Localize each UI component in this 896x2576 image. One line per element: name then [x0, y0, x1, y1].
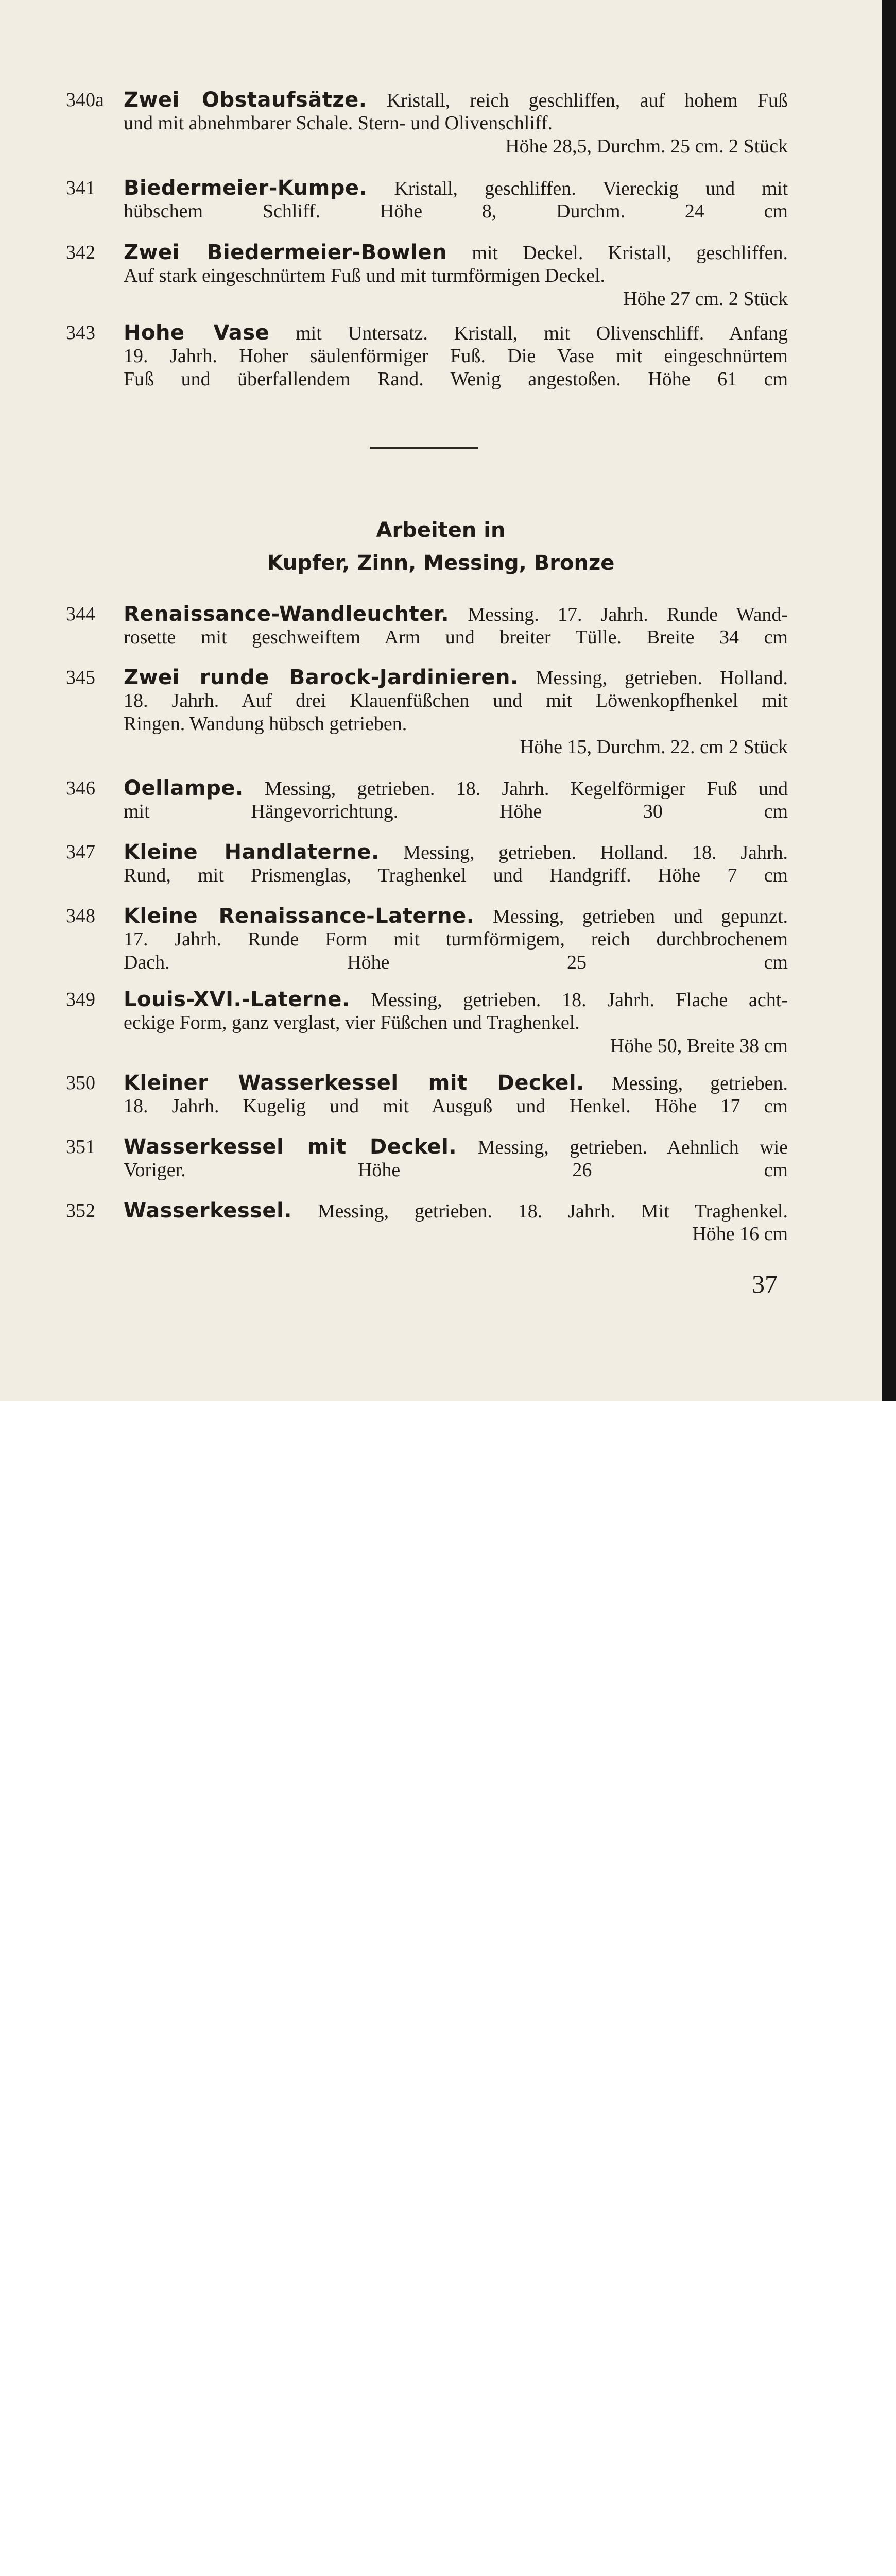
entry-title: Louis-XVI.-Laterne.	[124, 988, 350, 1011]
entry-text: Messing, getrieben. 18. Jahrh. Flache acht-	[371, 989, 788, 1011]
entry-line: eckige Form, ganz verglast, vier Füßchen und Traghenkel.	[124, 1012, 580, 1033]
entry-line: Fuß und überfallendem Rand. Wenig angestoßen. Höhe 61 cm	[124, 368, 788, 390]
entry-title: Zwei Biedermeier-Bowlen	[124, 241, 447, 264]
entry-title: Biedermeier-Kumpe.	[124, 176, 368, 200]
section-heading-line-1: Arbeiten in	[376, 518, 506, 542]
entry-line	[124, 1199, 788, 1223]
entry-text: mit Untersatz. Kristall, mit Olivenschliff. Anfang	[296, 323, 788, 344]
entry-number: 343	[66, 322, 95, 344]
section-divider	[370, 447, 478, 449]
entry-text: Kristall, reich geschliffen, auf hohem Fuß	[386, 90, 788, 111]
entry-number: 345	[66, 667, 95, 688]
entry-number: 342	[66, 242, 95, 263]
entry-text: Messing, getrieben. 18. Jahrh. Kegelförmiger Fuß und	[264, 778, 788, 800]
entry-text: Messing, getrieben. Holland. 18. Jahrh.	[403, 842, 788, 863]
entry-line: Höhe 27 cm. 2 Stück	[623, 288, 788, 310]
entry-line: Höhe 50, Breite 38 cm	[610, 1035, 788, 1057]
entry-line	[124, 89, 788, 112]
entry-line	[124, 603, 788, 626]
entry-line: rosette mit geschweiftem Arm und breiter Tülle. Breite 34 cm	[124, 626, 788, 648]
entry-title: Hohe Vase	[124, 321, 270, 345]
entry-text: Messing, getrieben.	[611, 1073, 788, 1094]
entry-line	[124, 666, 788, 689]
entry-line	[124, 241, 788, 264]
entry-line: Dach. Höhe 25 cm	[124, 952, 788, 973]
entry-text: Messing, getrieben und gepunzt.	[493, 906, 788, 927]
entry-line	[124, 1072, 788, 1095]
entry-title: Wasserkessel mit Deckel.	[124, 1135, 457, 1159]
entry-line	[124, 841, 788, 864]
entry-number: 352	[66, 1200, 95, 1222]
entry-title: Zwei Obstaufsätze.	[124, 88, 367, 112]
entry-line	[124, 321, 788, 345]
entry-number: 340a	[66, 89, 104, 111]
section-heading-line-2: Kupfer, Zinn, Messing, Bronze	[267, 551, 615, 575]
entry-number: 344	[66, 603, 95, 625]
scan-gutter	[882, 0, 896, 1401]
entry-number: 348	[66, 905, 95, 927]
entry-line	[124, 777, 788, 800]
entry-text: Messing, getrieben. Holland.	[536, 667, 788, 689]
entry-number: 351	[66, 1136, 95, 1158]
entry-line: 19. Jahrh. Hoher säulenförmiger Fuß. Die Vase mit eingeschnürtem	[124, 345, 788, 367]
entry-title: Zwei runde Barock-Jardinieren.	[124, 666, 519, 689]
entry-title: Oellampe.	[124, 776, 244, 800]
entry-line: 17. Jahrh. Runde Form mit turmförmigem, reich durchbrochenem	[124, 928, 788, 950]
entry-number: 349	[66, 989, 95, 1010]
entry-line: Höhe 16 cm	[692, 1223, 788, 1245]
entry-number: 346	[66, 777, 95, 799]
entry-line	[124, 988, 788, 1011]
entry-line	[124, 1136, 788, 1159]
entry-text: Kristall, geschliffen. Viereckig und mit	[394, 178, 788, 199]
entry-number: 341	[66, 177, 95, 199]
entry-text: Messing, getrieben. Aehnlich wie	[477, 1137, 788, 1158]
entry-line	[124, 905, 788, 928]
entry-line: Voriger. Höhe 26 cm	[124, 1159, 788, 1181]
entry-line: mit Hängevorrichtung. Höhe 30 cm	[124, 801, 788, 822]
entry-line: Auf stark eingeschnürtem Fuß und mit turmförmigen Deckel.	[124, 265, 606, 286]
entry-line: und mit abnehmbarer Schale. Stern- und Olivenschliff.	[124, 112, 553, 134]
entry-line: Rund, mit Prismenglas, Traghenkel und Handgriff. Höhe 7 cm	[124, 865, 788, 886]
page-number: 37	[752, 1269, 778, 1298]
entry-text: Messing, getrieben. 18. Jahrh. Mit Traghenkel.	[317, 1200, 788, 1222]
entry-text: Messing. 17. Jahrh. Runde Wand-	[468, 604, 788, 625]
entry-line: 18. Jahrh. Auf drei Klauenfüßchen und mit Löwenkopfhenkel mit	[124, 690, 788, 711]
entry-title: Wasserkessel.	[124, 1199, 292, 1223]
entry-text: mit Deckel. Kristall, geschliffen.	[472, 242, 788, 264]
entry-title: Renaissance-Wandleuchter.	[124, 602, 450, 626]
entry-line: hübschem Schliff. Höhe 8, Durchm. 24 cm	[124, 200, 788, 222]
entry-line: 18. Jahrh. Kugelig und mit Ausguß und Henkel. Höhe 17 cm	[124, 1095, 788, 1117]
entry-line: Höhe 15, Durchm. 22. cm 2 Stück	[520, 736, 788, 758]
digitization-footer	[0, 1401, 896, 1475]
entry-line: Höhe 28,5, Durchm. 25 cm. 2 Stück	[505, 135, 788, 157]
entry-title: Kleiner Wasserkessel mit Deckel.	[124, 1071, 584, 1095]
entry-number: 347	[66, 841, 95, 863]
entry-title: Kleine Handlaterne.	[124, 840, 380, 864]
entry-number: 350	[66, 1072, 95, 1094]
entry-line: Ringen. Wandung hübsch getrieben.	[124, 713, 407, 735]
entry-line	[124, 177, 788, 200]
entry-title: Kleine Renaissance-Laterne.	[124, 904, 475, 928]
